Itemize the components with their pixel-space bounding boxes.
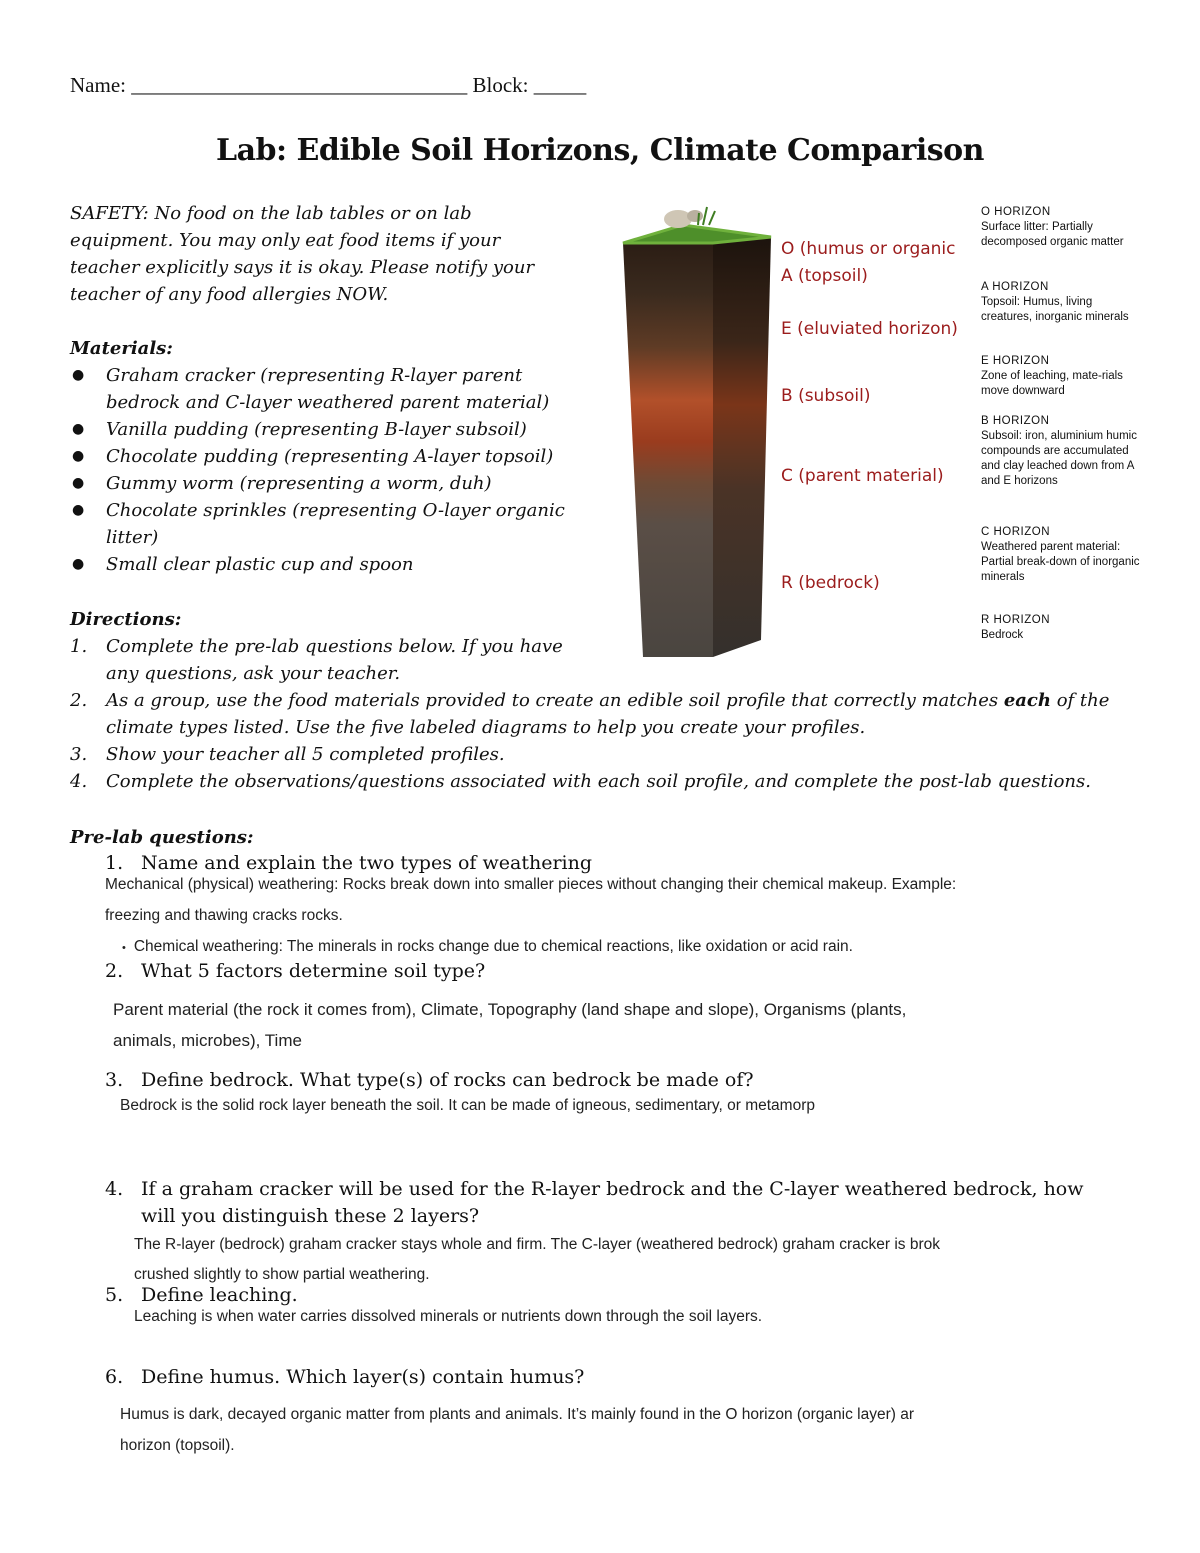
name-block-line [70,73,586,98]
list-item: ● Chocolate sprinkles (representing O-layer organic litter) [70,497,590,551]
prelab-question-5: 5. Define leaching. [105,1284,298,1306]
answer-6-line-1[interactable]: Humus is dark, decayed organic matter from plants and animals. It’s mainly found in the O horizon (organic layer) ar [120,1406,915,1423]
horizon-a-description: A HORIZON Topsoil: Humus, living creatures, inorganic minerals [981,281,1129,323]
answer-2-line-1[interactable]: Parent material (the rock it comes from), Climate, Topography (land shape and slope), Organisms (plants, [113,1000,907,1019]
answer-4-line-2[interactable]: crushed slightly to show partial weathering. [134,1266,430,1283]
answer-1-line-2[interactable]: freezing and thawing cracks rocks. [105,907,343,924]
safety-label: SAFETY: [70,203,149,224]
label-a-horizon: A (topsoil) [781,266,868,286]
label-r-horizon: R (bedrock) [781,573,880,593]
prelab-heading: Pre-lab questions: [70,827,254,848]
answer-1-bullet[interactable]: • Chemical weathering: The minerals in rocks change due to chemical reactions, like oxidation or acid rain. [122,938,853,955]
answer-5[interactable]: Leaching is when water carries dissolved minerals or nutrients down through the soil layers. [134,1308,763,1325]
prelab-question-3: 3. Define bedrock. What type(s) of rocks can bedrock be made of? [105,1069,754,1091]
horizon-b-description: B HORIZON Subsoil: iron, aluminium humic compounds are accumulated and clay leached down from A and E horizons [981,415,1137,487]
list-item: 3. Show your teacher all 5 completed profiles. [70,744,505,765]
bullet-icon: ● [72,448,85,464]
horizon-e-description: E HORIZON Zone of leaching, mate-rials move downward [981,355,1123,397]
list-item: ● Small clear plastic cup and spoon [70,551,590,578]
list-item: ● Gummy worm (representing a worm, duh) [70,470,590,497]
list-item: 2. As a group, use the food materials provided to create an edible soil profile that correctly matches each of the climate types listed. Use the five labeled diagrams to help you create your profiles. [70,690,1110,738]
label-e-horizon: E (eluviated horizon) [781,319,958,339]
name-label: Name: [70,73,126,97]
prelab-question-6: 6. Define humus. Which layer(s) contain humus? [105,1366,585,1388]
list-item: ● Vanilla pudding (representing B-layer subsoil) [70,416,590,443]
prelab-question-4: 4. If a graham cracker will be used for the R-layer bedrock and the C-layer weathered bedrock, how will you distinguish these 2 layers? [105,1178,1084,1227]
bullet-icon: ● [72,367,85,383]
label-o-horizon: O (humus or organic [781,239,956,259]
bullet-icon: ● [72,421,85,437]
block-blank[interactable]: _____ [533,73,587,97]
horizon-o-description: O HORIZON Surface litter: Partially decomposed organic matter [981,206,1124,248]
answer-3[interactable]: Bedrock is the solid rock layer beneath the soil. It can be made of igneous, sedimentary, or metamorp [120,1097,815,1114]
list-item: 4. Complete the observations/questions associated with each soil profile, and complete the post-lab questions. [70,771,1091,792]
page-title: Lab: Edible Soil Horizons, Climate Comparison [216,133,984,168]
name-blank[interactable]: ________________________________ [131,73,468,97]
bullet-icon: ● [72,556,85,572]
answer-6-line-2[interactable]: horizon (topsoil). [120,1437,235,1454]
horizon-c-description: C HORIZON Weathered parent material: Partial break-down of inorganic minerals [981,526,1140,583]
bullet-icon: • [122,942,126,954]
label-c-horizon: C (parent material) [781,466,944,486]
directions-heading: Directions: [70,609,182,630]
list-item: ● Graham cracker (representing R-layer parent bedrock and C-layer weathered parent material) [70,362,590,416]
safety-text: No food on the lab tables or on lab equipment. You may only eat food items if your teacher explicitly says it is okay. Please notify your teacher of any food allergies NOW. [70,203,535,305]
list-item: 1. Complete the pre-lab questions below. If you have any questions, ask your teacher. [70,636,563,684]
bullet-icon: ● [72,502,85,518]
materials-heading: Materials: [70,338,173,359]
bullet-icon: ● [72,475,85,491]
label-b-horizon: B (subsoil) [781,386,871,406]
answer-1-line-1[interactable]: Mechanical (physical) weathering: Rocks break down into smaller pieces without changing their chemical makeup. Example: [105,876,957,893]
answer-4-line-1[interactable]: The R-layer (bedrock) graham cracker stays whole and firm. The C-layer (weathered bedrock) graham cracker is brok [134,1236,941,1253]
horizon-r-description: R HORIZON Bedrock [981,614,1051,641]
materials-list [70,362,590,578]
answer-2-line-2[interactable]: animals, microbes), Time [113,1031,302,1050]
prelab-question-2: 2. What 5 factors determine soil type? [105,960,486,982]
emphasis-each: each [1003,690,1051,711]
soil-horizon-figure [603,195,1143,665]
directions-list [70,633,1150,795]
block-label: Block: [472,73,529,97]
list-item: ● Chocolate pudding (representing A-layer topsoil) [70,443,590,470]
safety-note [70,200,560,308]
soil-column-illustration [603,195,778,665]
prelab-question-1: 1. Name and explain the two types of weathering [105,852,593,874]
